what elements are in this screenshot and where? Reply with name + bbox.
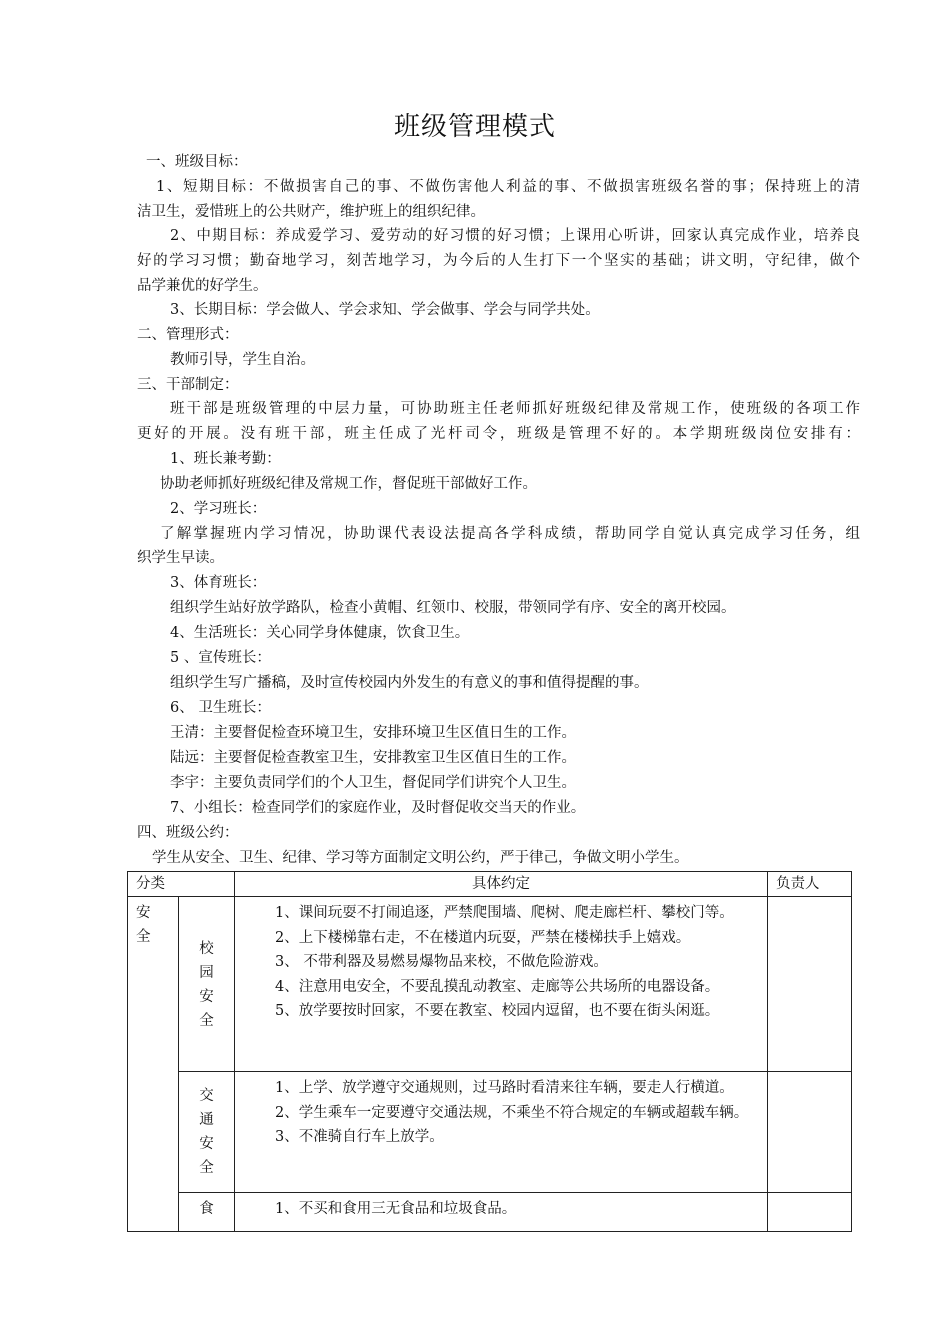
section-heading-goals: 一、班级目标： bbox=[146, 154, 248, 170]
paragraph-line: 更好的开展。没有班干部，班主任成了光杆司令，班级是管理不好的。本学期班级岗位安排有： bbox=[137, 426, 860, 442]
paragraph-line: 4、生活班长：关心同学身体健康，饮食卫生。 bbox=[170, 625, 470, 641]
group-char: 园 bbox=[199, 965, 214, 981]
group-items bbox=[235, 1193, 768, 1232]
group-label bbox=[197, 1084, 217, 1180]
pact-item: 2、上下楼梯靠右走，不在楼道内玩耍，严禁在楼梯扶手上嬉戏。 bbox=[275, 929, 691, 946]
pact-item: 3、 不带利器及易燃易爆物品来校，不做危险游戏。 bbox=[275, 954, 608, 970]
group-char: 全 bbox=[199, 1160, 214, 1176]
header-category: 分类 bbox=[128, 872, 235, 897]
paragraph-line: 王清：主要督促检查环境卫生，安排环境卫生区值日生的工作。 bbox=[170, 725, 576, 741]
category-cell-safety bbox=[128, 897, 179, 1232]
group-cell-food bbox=[179, 1193, 235, 1232]
group-char: 安 bbox=[199, 1136, 214, 1152]
paragraph-line: 3、体育班长： bbox=[170, 575, 267, 591]
paragraph-line: 5 、宣传班长： bbox=[170, 650, 271, 666]
header-responsible: 负责人 bbox=[768, 872, 852, 897]
paragraph-line: 1、班长兼考勤： bbox=[170, 451, 281, 467]
group-cell-campus-safety bbox=[179, 897, 235, 1072]
paragraph-line: 3、长期目标：学会做人、学会求知、学会做事、学会与同学共处。 bbox=[170, 302, 600, 318]
group-char: 全 bbox=[199, 1013, 214, 1029]
paragraph-line: 6、 卫生班长： bbox=[170, 700, 271, 716]
pact-item: 3、不准骑自行车上放学。 bbox=[275, 1129, 444, 1145]
paragraph-line: 学生从安全、卫生、纪律、学习等方面制定文明公约，严于律己，争做文明小学生。 bbox=[152, 850, 689, 866]
table-header-row bbox=[128, 872, 852, 897]
pact-item: 1、上学、放学遵守交通规则，过马路时看清来往车辆，要走人行横道。 bbox=[275, 1080, 734, 1096]
paragraph-line: 组织学生站好放学路队，检查小黄帽、红领巾、校服，带领同学有序、安全的离开校园。 bbox=[170, 600, 736, 616]
class-pact-table bbox=[127, 871, 852, 1232]
table-row bbox=[128, 897, 852, 1072]
paragraph-line: 2、中期目标：养成爱学习、爱劳动的好习惯的好习惯；上课用心听讲，回家认真完成作业，培养良 bbox=[170, 228, 860, 244]
group-label bbox=[197, 1197, 217, 1221]
group-items bbox=[235, 897, 768, 1072]
paragraph-line: 2、学习班长： bbox=[170, 501, 267, 517]
table-row bbox=[128, 1072, 852, 1193]
paragraph-line: 教师引导，学生自治。 bbox=[170, 352, 315, 368]
pact-item: 1、不买和食用三无食品和垃圾食品。 bbox=[275, 1201, 517, 1217]
paragraph-line: 好的学习习惯；勤奋地学习，刻苦地学习，为今后的人生打下一个坚实的基础；讲文明，守纪律，做个 bbox=[137, 253, 860, 269]
pact-item: 4、注意用电安全，不要乱摸乱动教室、走廊等公共场所的电器设备。 bbox=[275, 978, 720, 995]
paragraph-line: 了解掌握班内学习情况，协助课代表设法提高各学科成绩，帮助同学自觉认真完成学习任务，组 bbox=[160, 526, 860, 542]
paragraph-line: 班干部是班级管理的中层力量，可协助班主任老师抓好班级纪律及常规工作，使班级的各项工作 bbox=[170, 401, 860, 417]
paragraph-line: 织学生早读。 bbox=[137, 550, 224, 566]
group-char: 安 bbox=[199, 989, 214, 1005]
paragraph-line: 协助老师抓好班级纪律及常规工作，督促班干部做好工作。 bbox=[160, 476, 537, 492]
paragraph-line: 李宇：主要负责同学们的个人卫生，督促同学们讲究个人卫生。 bbox=[170, 775, 576, 791]
category-label: 安全 bbox=[136, 905, 151, 945]
header-details: 具体约定 bbox=[235, 872, 768, 897]
pact-item: 1、课间玩耍不打闹追逐，严禁爬围墙、爬树、爬走廊栏杆、攀校门等。 bbox=[275, 905, 734, 921]
pact-item: 5、放学要按时回家，不要在教室、校园内逗留，也不要在街头闲逛。 bbox=[275, 1003, 720, 1019]
document-title: 班级管理模式 bbox=[393, 112, 556, 142]
responsible-cell bbox=[768, 1072, 852, 1193]
paragraph-line: 7、小组长：检查同学们的家庭作业，及时督促收交当天的作业。 bbox=[170, 800, 586, 816]
paragraph-line: 1、短期目标：不做损害自己的事、不做伤害他人利益的事、不做损害班级名誉的事；保持班上的清 bbox=[156, 179, 860, 195]
pact-item: 2、学生乘车一定要遵守交通法规，不乘坐不符合规定的车辆或超载车辆。 bbox=[275, 1104, 749, 1121]
section-heading-cadres: 三、干部制定： bbox=[137, 377, 239, 393]
responsible-cell bbox=[768, 1193, 852, 1232]
group-char: 食 bbox=[199, 1201, 214, 1217]
group-char: 校 bbox=[199, 941, 214, 957]
paragraph-line: 品学兼优的好学生。 bbox=[137, 278, 268, 294]
section-heading-management: 二、管理形式： bbox=[137, 327, 239, 343]
group-items bbox=[235, 1072, 768, 1193]
responsible-cell bbox=[768, 897, 852, 1072]
paragraph-line: 洁卫生，爱惜班上的公共财产，维护班上的组织纪律。 bbox=[137, 204, 485, 220]
group-cell-traffic-safety bbox=[179, 1072, 235, 1193]
group-char: 通 bbox=[199, 1112, 214, 1128]
section-heading-pact: 四、班级公约： bbox=[137, 825, 239, 841]
table-row bbox=[128, 1193, 852, 1232]
group-label bbox=[197, 937, 217, 1033]
paragraph-line: 组织学生写广播稿，及时宣传校园内外发生的有意义的事和值得提醒的事。 bbox=[170, 675, 649, 691]
group-char: 交 bbox=[199, 1088, 214, 1104]
paragraph-line: 陆远：主要督促检查教室卫生，安排教室卫生区值日生的工作。 bbox=[170, 750, 576, 766]
